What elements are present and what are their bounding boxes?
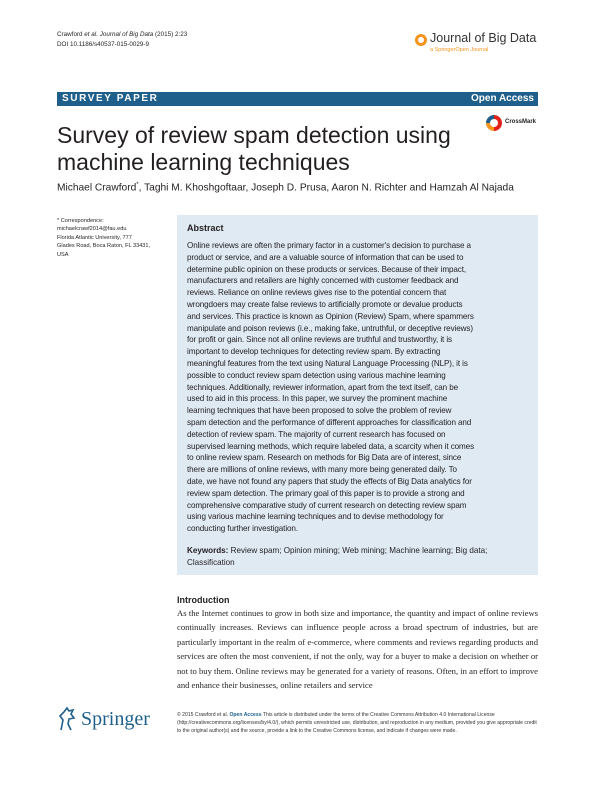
correspondence-address: Glades Road, Boca Raton, FL 33431, [57, 243, 151, 250]
abstract-line: important to develop techniques for detecting review spam. By extracting [187, 347, 441, 357]
keywords [187, 545, 534, 569]
journal-logo-icon [415, 34, 427, 46]
license-copyright: © 2015 Crawford et al. [177, 712, 230, 718]
abstract-line: learning techniques that have been proposed to solve the problem of review [187, 406, 452, 416]
abstract-line: meaningful features from the text using Natural Language Processing (NLP), it is [187, 358, 468, 368]
journal-subtitle: a SpringerOpen Journal [430, 47, 489, 53]
keywords-label: Keywords: [187, 546, 229, 555]
journal-logo [415, 31, 540, 57]
abstract-line: wrongdoers may create false reviews to artificially promote or devalue products [187, 299, 463, 309]
abstract-line: comprehensive comparative study of current research on detecting review spam [187, 500, 467, 510]
corresponding-author: Michael Crawford [57, 182, 137, 194]
abstract-line: Online reviews are often the primary factor in a customer's decision to purchase a [187, 241, 471, 250]
license-text [177, 712, 537, 736]
citation-volume: (2015) 2:23 [153, 31, 188, 38]
abstract-line: reviews. Reliance on online reviews gives rise to the potential concern that [187, 288, 447, 298]
crossmark-icon [486, 115, 502, 131]
abstract-line: manufacturers and retailers are highly concerned with customer feedback and [187, 276, 459, 286]
open-access-label: Open Access [471, 93, 534, 104]
abstract-line: determine public opinion on these products or services. Because of their impact, [187, 264, 467, 274]
correspondence-address: Florida Atlantic University, 777 [57, 234, 132, 241]
license-body: This article is distributed under the terms of the Creative Commons Attribution 4.0 International License (http://creativecommons.org/licenses/by/4.0/), which permits unrestricted use, distribution, and reproduction in any medium, provided you give appropriate credit to the original author(s) and the source, provide a link to the Creative Commons license, and indicate if changes were made. [177, 712, 537, 734]
article-type-banner [57, 92, 538, 106]
correspondence-label: * Correspondence: [57, 218, 104, 224]
springer-logo [57, 706, 167, 734]
abstract-heading: Abstract [187, 223, 224, 233]
correspondence-address: USA [57, 251, 69, 258]
author-list [57, 182, 537, 193]
license-open-access: Open Access [229, 712, 262, 718]
crossmark-badge[interactable] [486, 115, 546, 135]
springer-wordmark: Springer [81, 708, 150, 730]
abstract-line: spam detection and the performance of different approaches for classification and [187, 417, 472, 427]
keywords-list: Review spam; Opinion mining; Web mining; Machine learning; Big data; [228, 546, 488, 555]
article-type-label: SURVEY PAPER [62, 93, 159, 104]
abstract-text [187, 240, 534, 535]
abstract-line: using various machine learning techniques and to devise methodology for [187, 512, 444, 522]
coauthors: , Taghi M. Khoshgoftaar, Joseph D. Prusa, Aaron N. Richter and Hamzah Al Najada [138, 182, 514, 194]
abstract-line: detection of review spam. The majority of current research has focused on [187, 429, 446, 439]
keywords-list: Classification [187, 557, 235, 567]
abstract-line: there are millions of online reviews, with many more being generated daily. To [187, 465, 457, 475]
article-citation [57, 30, 187, 49]
abstract-line: review spam detection. The primary goal of this paper is to provide a strong and [187, 488, 465, 498]
citation-author: Crawford [57, 31, 85, 38]
abstract-line: and services. This practice is known as Opinion (Review) Spam, where spammers [187, 311, 474, 321]
journal-name: Journal of Big Data [430, 31, 537, 45]
citation-journal: et al. Journal of Big Data [84, 31, 154, 38]
abstract-line: used to aid in this process. In this paper, we survey the prominent machine [187, 394, 448, 404]
introduction-text: As the Internet continues to grow in both size and importance, the quantity and impact of online reviews continually increases. Reviews can influence people across a broad spectrum of industries, but are particularly important in the realm of e-commerce, where comments and reviews regarding products and services are often the most convenient, if not the only, way for a buyer to make a decision on whether or not to buy them. Online reviews may be generated for a variety of reasons. Often, in an effort to improve and enhance their businesses, online retailers and service [177, 608, 538, 691]
abstract-line: manipulate and poison reviews (i.e., making fake, untruthful, or deceptive reviews) [187, 323, 473, 333]
abstract-line: supervised learning methods, which require labeled data, a scarcity when it comes [187, 441, 475, 451]
corresponding-mark: * [136, 182, 139, 188]
crossmark-label: CrossMark [505, 119, 537, 125]
abstract-line: for profit or gain. Since not all online reviews are truthful and trustworthy, it is [187, 335, 452, 345]
doi[interactable]: DOI 10.1186/s40537-015-0029-9 [57, 40, 149, 48]
introduction-heading: Introduction [177, 595, 230, 605]
abstract-line: techniques. Additionally, reviewer information, apart from the text itself, can be [187, 382, 459, 392]
abstract-line: to online review spam. Research on methods for Big Data are of interest, since [187, 453, 462, 463]
abstract-box [177, 215, 538, 575]
correspondence-email[interactable]: michaelcrawf2014@fau.edu [57, 226, 127, 233]
abstract-line: conducting further investigation. [187, 524, 298, 534]
paper-title: Survey of review spam detection using machine learning techniques [57, 122, 451, 175]
springer-horse-icon [57, 706, 77, 732]
correspondence-note [57, 217, 175, 259]
abstract-line: date, we have not found any papers that study the effects of Big Data analytics for [187, 476, 472, 486]
abstract-line: product or service, and are a valuable source of information that can be used to [187, 252, 464, 262]
abstract-line: possible to conduct review spam detection using various machine learning [187, 370, 446, 380]
